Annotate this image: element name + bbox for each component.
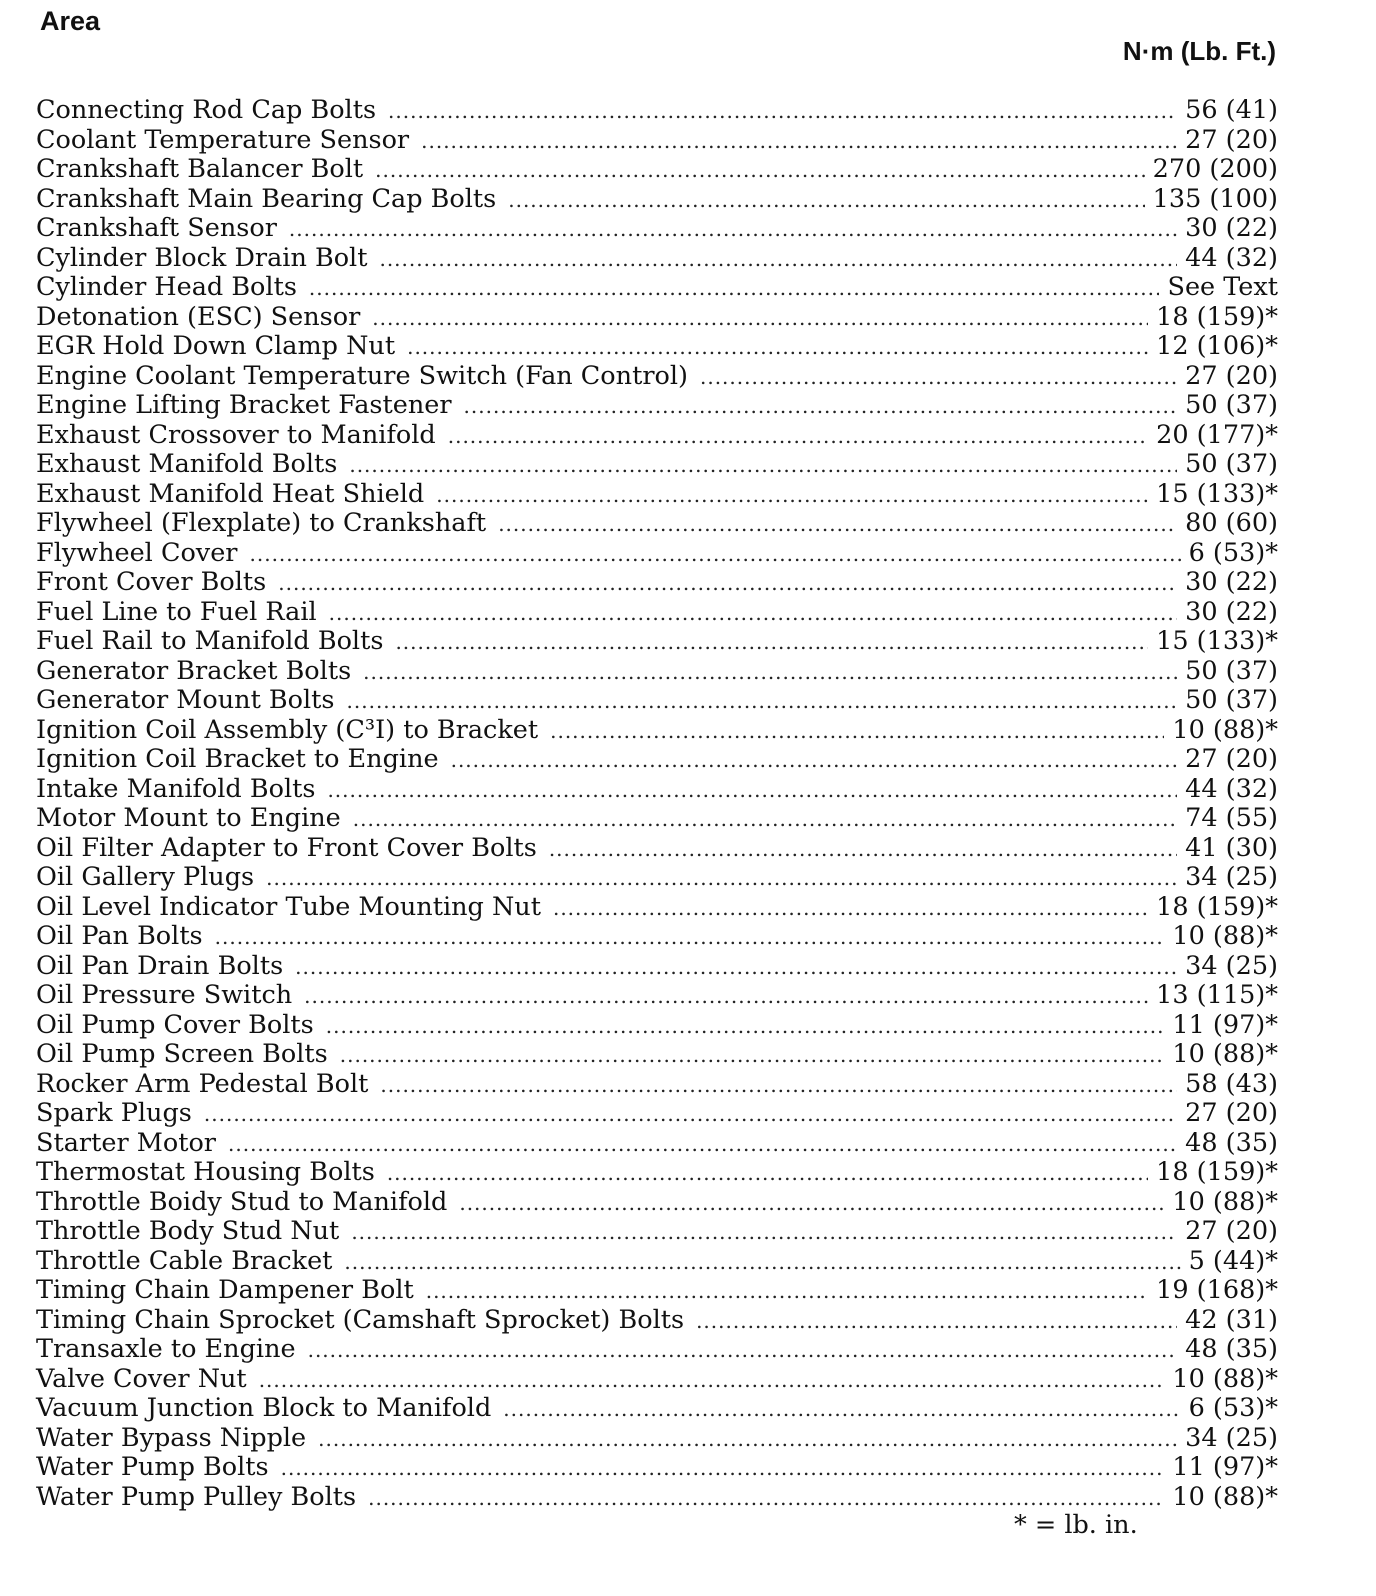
spec-area-label: Valve Cover Nut [36, 1363, 247, 1394]
dot-leader [426, 1277, 1148, 1307]
spec-area-label: Exhaust Manifold Bolts [36, 449, 338, 479]
column-header-area: Area [40, 6, 101, 36]
footnote: * = lb. in. [1014, 1510, 1138, 1540]
spec-torque-value: 10 (88)* [1172, 1363, 1278, 1394]
spec-row [36, 1129, 1278, 1159]
spec-torque-value: 30 (22) [1185, 596, 1278, 627]
spec-row [36, 391, 1278, 421]
spec-row [36, 1158, 1278, 1188]
spec-row [36, 1306, 1278, 1336]
spec-torque-value: 48 (35) [1185, 1334, 1278, 1364]
dot-leader [380, 1071, 1177, 1101]
dot-leader [508, 186, 1144, 216]
spec-area-label: Oil Pump Cover Bolts [36, 1009, 314, 1040]
spec-torque-value: 48 (35) [1185, 1127, 1278, 1158]
spec-area-label: Oil Pan Bolts [36, 921, 203, 951]
spec-torque-value: 20 (177)* [1156, 419, 1278, 450]
spec-area-label: Water Pump Bolts [36, 1452, 269, 1482]
spec-row [36, 657, 1278, 687]
spec-area-label: Oil Pump Screen Bolts [36, 1039, 328, 1069]
spec-row [36, 686, 1278, 716]
dot-leader [368, 1484, 1164, 1514]
dot-leader [250, 540, 1181, 570]
dot-leader [308, 1336, 1178, 1366]
spec-area-label: Starter Motor [36, 1127, 216, 1158]
spec-area-label: Oil Level Indicator Tube Mounting Nut [36, 891, 541, 922]
spec-area-label: Rocker Arm Pedestal Bolt [36, 1068, 369, 1099]
spec-row [36, 598, 1278, 628]
spec-row [36, 1099, 1278, 1129]
dot-leader [421, 127, 1177, 157]
spec-row [36, 922, 1278, 952]
spec-torque-value: 10 (88)* [1172, 1186, 1278, 1217]
spec-torque-value: 15 (133)* [1156, 626, 1278, 656]
spec-torque-value: 270 (200) [1152, 154, 1278, 184]
dot-leader [329, 599, 1177, 629]
spec-torque-value: 6 (53)* [1188, 537, 1278, 568]
dot-leader [340, 1041, 1165, 1071]
spec-torque-value: 11 (97)* [1172, 1452, 1278, 1482]
spec-torque-value: 30 (22) [1185, 567, 1278, 597]
spec-area-label: Fuel Line to Fuel Rail [36, 596, 317, 627]
spec-row [36, 1394, 1278, 1424]
spec-area-label: Connecting Rod Cap Bolts [36, 95, 377, 125]
spec-row [36, 1040, 1278, 1070]
dot-leader [259, 1366, 1165, 1396]
spec-area-label: Throttle Cable Bracket [36, 1245, 333, 1276]
spec-area-label: Thermostat Housing Bolts [36, 1157, 375, 1187]
spec-area-label: Engine Lifting Bracket Fastener [36, 390, 452, 420]
spec-torque-value: 56 (41) [1185, 95, 1278, 125]
dot-leader [266, 864, 1177, 894]
spec-torque-value: 44 (32) [1185, 242, 1278, 273]
dot-leader [550, 717, 1164, 747]
spec-row [36, 627, 1278, 657]
spec-torque-value: 34 (25) [1185, 862, 1278, 892]
spec-area-label: Water Bypass Nipple [36, 1422, 307, 1453]
dot-leader [295, 953, 1177, 983]
dot-leader [436, 481, 1148, 511]
spec-torque-value: 34 (25) [1185, 950, 1278, 981]
spec-row [36, 1453, 1278, 1483]
spec-torque-value: 27 (20) [1185, 360, 1278, 391]
dot-leader [553, 894, 1148, 924]
dot-leader [228, 1130, 1177, 1160]
spec-torque-value: 27 (20) [1185, 1098, 1278, 1128]
dot-leader [696, 1307, 1177, 1337]
dot-leader [304, 982, 1148, 1012]
dot-leader [318, 1425, 1177, 1455]
spec-area-label: Flywheel Cover [36, 537, 238, 568]
spec-area-label: Oil Gallery Plugs [36, 862, 255, 892]
spec-torque-value: 10 (88)* [1172, 1039, 1278, 1069]
spec-torque-value: 12 (106)* [1156, 331, 1278, 361]
spec-area-label: Generator Mount Bolts [36, 685, 335, 715]
spec-row [36, 421, 1278, 451]
column-header-units: N·m (Lb. Ft.) [1122, 36, 1276, 66]
spec-torque-value: 18 (159)* [1156, 891, 1278, 922]
dot-leader [395, 628, 1148, 658]
dot-leader [379, 245, 1177, 275]
spec-torque-value: 50 (37) [1185, 390, 1278, 420]
spec-row [36, 509, 1278, 539]
spec-area-label: Oil Filter Adapter to Front Cover Bolts [36, 832, 537, 863]
spec-torque-value: 27 (20) [1185, 1216, 1278, 1246]
spec-row [36, 1424, 1278, 1454]
dot-leader [451, 746, 1178, 776]
spec-torque-value: 15 (133)* [1156, 478, 1278, 509]
spec-torque-value: 11 (97)* [1172, 1009, 1278, 1040]
spec-area-label: Oil Pressure Switch [36, 980, 293, 1010]
spec-area-label: Ignition Coil Assembly (C³I) to Bracket [36, 714, 539, 745]
spec-torque-value: 19 (168)* [1156, 1275, 1278, 1305]
spec-torque-value: 74 (55) [1185, 803, 1278, 833]
dot-leader [289, 215, 1177, 245]
spec-area-label: Ignition Coil Bracket to Engine [36, 744, 439, 774]
spec-row [36, 981, 1278, 1011]
spec-area-label: Generator Bracket Bolts [36, 655, 352, 686]
spec-torque-value: 13 (115)* [1156, 980, 1278, 1010]
spec-area-label: Engine Coolant Temperature Switch (Fan Control) [36, 360, 688, 391]
dot-leader [388, 97, 1177, 127]
spec-area-label: Front Cover Bolts [36, 567, 267, 597]
spec-row [36, 539, 1278, 569]
spec-torque-value: 10 (88)* [1172, 1481, 1278, 1512]
dot-leader [278, 569, 1177, 599]
spec-row [36, 1217, 1278, 1247]
dot-leader [363, 658, 1177, 688]
spec-torque-value: 10 (88)* [1172, 921, 1278, 951]
spec-area-label: Crankshaft Sensor [36, 213, 277, 243]
dot-leader [204, 1100, 1177, 1130]
spec-row [36, 185, 1278, 215]
spec-torque-value: 27 (20) [1185, 124, 1278, 155]
spec-torque-value: See Text [1167, 272, 1278, 302]
spec-area-label: Exhaust Crossover to Manifold [36, 419, 436, 450]
spec-row [36, 1188, 1278, 1218]
dot-leader [349, 451, 1177, 481]
spec-row [36, 303, 1278, 333]
spec-row [36, 952, 1278, 982]
dot-leader [215, 923, 1165, 953]
spec-area-label: Spark Plugs [36, 1098, 192, 1128]
dot-leader [503, 1395, 1180, 1425]
spec-row [36, 745, 1278, 775]
dot-leader [375, 156, 1144, 186]
spec-area-label: Motor Mount to Engine [36, 803, 341, 833]
spec-row [36, 1365, 1278, 1395]
spec-torque-value: 18 (159)* [1156, 1157, 1278, 1187]
dot-leader [281, 1454, 1165, 1484]
spec-row [36, 568, 1278, 598]
dot-leader [464, 392, 1178, 422]
spec-row [36, 863, 1278, 893]
spec-area-label: Cylinder Block Drain Bolt [36, 242, 368, 273]
spec-area-label: Fuel Rail to Manifold Bolts [36, 626, 384, 656]
spec-row [36, 96, 1278, 126]
spec-area-label: Coolant Temperature Sensor [36, 124, 410, 155]
spec-area-label: Vacuum Junction Block to Manifold [36, 1393, 492, 1423]
spec-row [36, 834, 1278, 864]
spec-row [36, 126, 1278, 156]
spec-area-label: Oil Pan Drain Bolts [36, 950, 284, 981]
spec-torque-value: 10 (88)* [1172, 714, 1278, 745]
spec-row [36, 155, 1278, 185]
spec-area-label: Throttle Boidy Stud to Manifold [36, 1186, 448, 1217]
spec-torque-value: 6 (53)* [1188, 1393, 1278, 1423]
dot-leader [498, 510, 1177, 540]
spec-area-label: Exhaust Manifold Heat Shield [36, 478, 425, 509]
spec-row [36, 1335, 1278, 1365]
spec-row [36, 1247, 1278, 1277]
dot-leader [700, 363, 1177, 393]
spec-area-label: Timing Chain Sprocket (Camshaft Sprocket) Bolts [36, 1304, 685, 1335]
dot-leader [347, 687, 1178, 717]
spec-torque-value: 42 (31) [1185, 1304, 1278, 1335]
spec-row [36, 332, 1278, 362]
spec-torque-value: 50 (37) [1185, 655, 1278, 686]
spec-row [36, 450, 1278, 480]
spec-row [36, 804, 1278, 834]
dot-leader [387, 1159, 1148, 1189]
dot-leader [549, 835, 1177, 865]
spec-torque-value: 58 (43) [1185, 1068, 1278, 1099]
dot-leader [353, 805, 1177, 835]
dot-leader [459, 1189, 1164, 1219]
spec-row [36, 893, 1278, 923]
spec-area-label: Crankshaft Main Bearing Cap Bolts [36, 183, 497, 214]
spec-torque-value: 27 (20) [1185, 744, 1278, 774]
spec-torque-value: 50 (37) [1185, 685, 1278, 715]
dot-leader [351, 1218, 1177, 1248]
spec-area-label: Throttle Body Stud Nut [36, 1216, 340, 1246]
spec-area-label: EGR Hold Down Clamp Nut [36, 331, 396, 361]
spec-row [36, 480, 1278, 510]
spec-torque-value: 34 (25) [1185, 1422, 1278, 1453]
spec-torque-value: 80 (60) [1185, 508, 1278, 538]
spec-row [36, 1276, 1278, 1306]
spec-area-label: Flywheel (Flexplate) to Crankshaft [36, 508, 487, 538]
spec-area-label: Detonation (ESC) Sensor [36, 301, 361, 332]
spec-row [36, 1070, 1278, 1100]
dot-leader [372, 304, 1148, 334]
spec-torque-value: 41 (30) [1185, 832, 1278, 863]
spec-torque-value: 18 (159)* [1156, 301, 1278, 332]
spec-area-label: Intake Manifold Bolts [36, 773, 316, 804]
spec-area-label: Cylinder Head Bolts [36, 272, 297, 302]
spec-row [36, 244, 1278, 274]
dot-leader [407, 333, 1148, 363]
spec-torque-value: 30 (22) [1185, 213, 1278, 243]
spec-area-label: Timing Chain Dampener Bolt [36, 1275, 414, 1305]
spec-torque-value: 50 (37) [1185, 449, 1278, 479]
spec-torque-value: 5 (44)* [1188, 1245, 1278, 1276]
dot-leader [448, 422, 1148, 452]
spec-area-label: Crankshaft Balancer Bolt [36, 154, 364, 184]
spec-row [36, 775, 1278, 805]
spec-row [36, 273, 1278, 303]
dot-leader [326, 1012, 1165, 1042]
dot-leader [309, 274, 1160, 304]
dot-leader [344, 1248, 1180, 1278]
spec-row [36, 362, 1278, 392]
spec-row [36, 214, 1278, 244]
spec-torque-value: 135 (100) [1152, 183, 1278, 214]
spec-torque-value: 44 (32) [1185, 773, 1278, 804]
spec-area-label: Transaxle to Engine [36, 1334, 296, 1364]
spec-area-label: Water Pump Pulley Bolts [36, 1481, 357, 1512]
dot-leader [327, 776, 1177, 806]
spec-row [36, 716, 1278, 746]
torque-spec-list [36, 96, 1278, 1512]
spec-row [36, 1483, 1278, 1513]
spec-row [36, 1011, 1278, 1041]
